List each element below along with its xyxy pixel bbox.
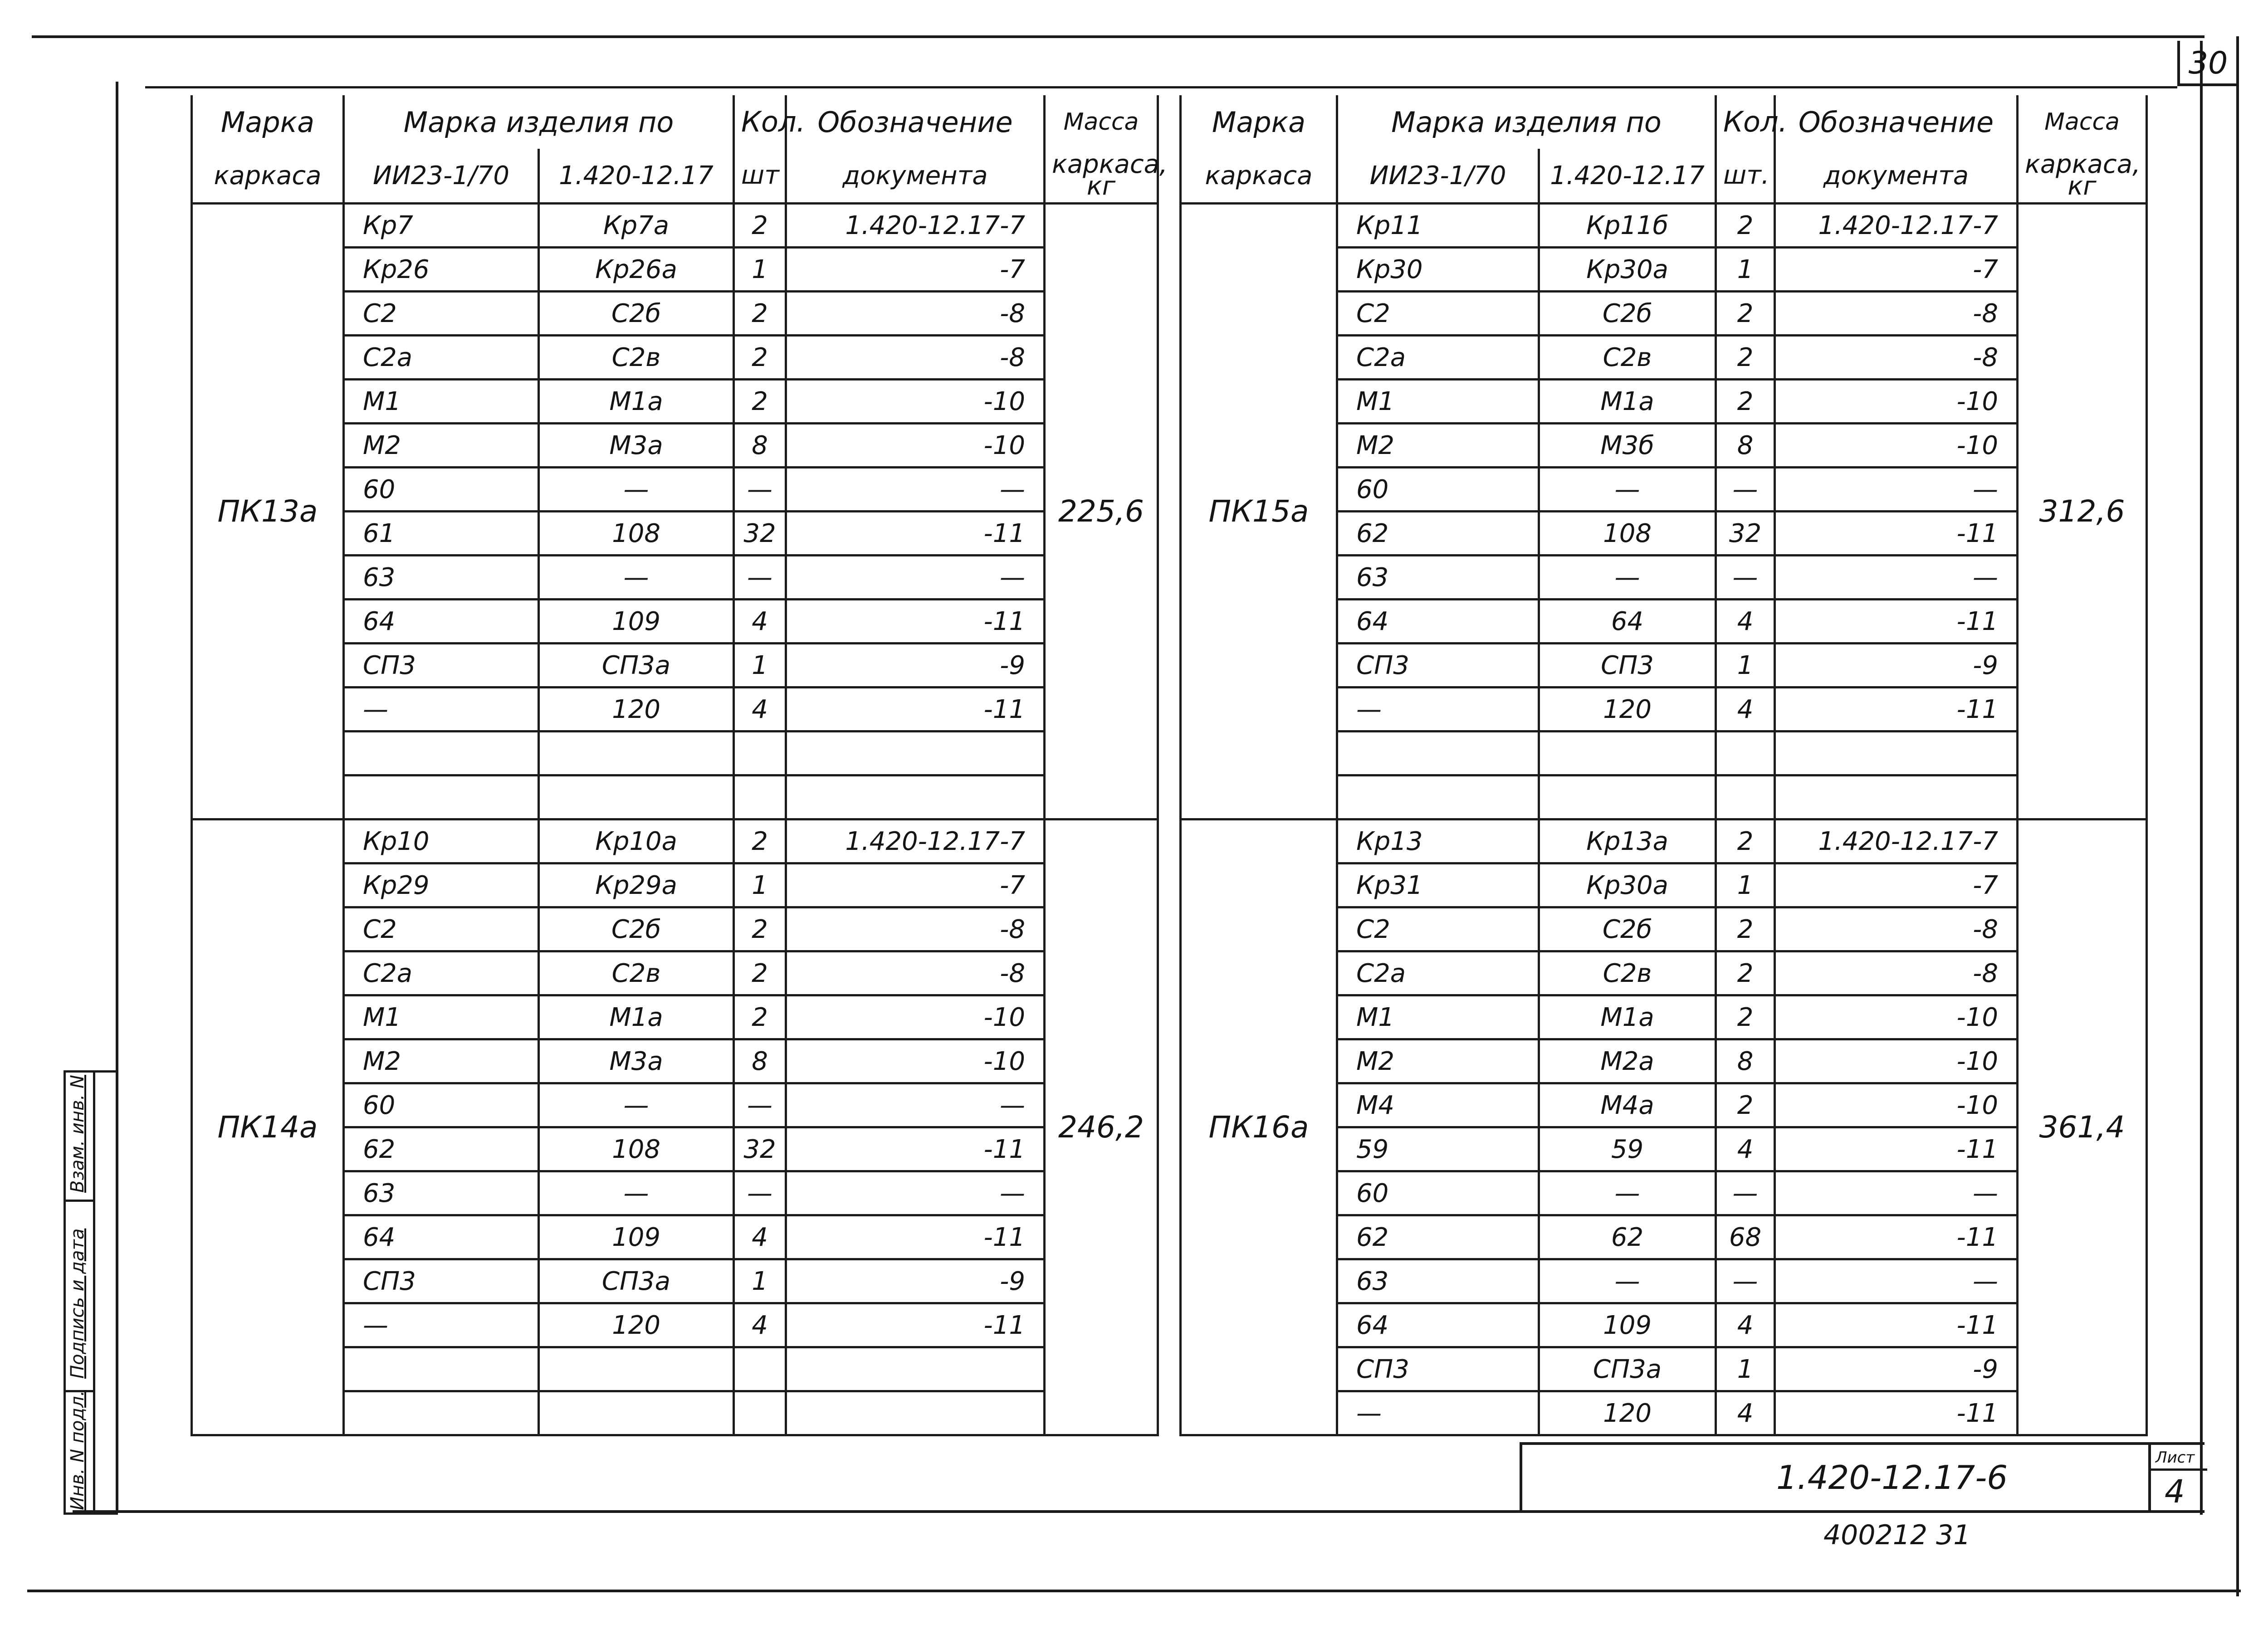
mark-1420-cell: СП3 <box>1539 644 1716 688</box>
mark-ii-cell: — <box>344 1303 539 1347</box>
mark-ii-cell: 62 <box>1337 512 1539 556</box>
qty-cell: 4 <box>734 688 786 732</box>
title-designation: 1.420-12.17-6 <box>1776 1458 2008 1497</box>
hdr-dokumenta: документа <box>786 149 1045 204</box>
mark-ii-cell: 63 <box>344 556 539 600</box>
hdr-marka-izdeliya: Марка изделия по <box>344 95 734 149</box>
mark-ii-cell: С2 <box>344 292 539 336</box>
doc-cell: -8 <box>786 292 1045 336</box>
mark-1420-cell: Кр30а <box>1539 248 1716 292</box>
group-pk14a <box>192 819 1158 1435</box>
mark-ii-cell <box>1337 776 1539 819</box>
table-row <box>1181 204 2147 248</box>
mark-1420-cell: С2б <box>539 907 734 951</box>
qty-cell: 4 <box>1716 1127 1775 1171</box>
qty-cell <box>734 1347 786 1391</box>
mark-ii-cell: СП3 <box>1337 1347 1539 1391</box>
doc-cell <box>786 732 1045 776</box>
frame-mark-cell: ПК16а <box>1181 819 1337 1435</box>
mark-1420-cell: — <box>1539 1171 1716 1215</box>
qty-cell: 4 <box>734 600 786 644</box>
mark-1420-cell: 120 <box>1539 688 1716 732</box>
mark-ii-cell: 64 <box>344 1215 539 1259</box>
qty-cell: 1 <box>734 248 786 292</box>
mark-1420-cell <box>1539 776 1716 819</box>
mark-ii-cell: М1 <box>1337 380 1539 424</box>
mark-1420-cell: СП3а <box>539 644 734 688</box>
side-label-inv: Инв. N подл. <box>67 1390 88 1510</box>
group-pk13a <box>192 204 1158 819</box>
mark-1420-cell: 109 <box>539 600 734 644</box>
mark-ii-cell: М1 <box>1337 995 1539 1039</box>
hdr-r-massa-3: кг <box>2068 171 2097 201</box>
hdr-r-dokumenta: документа <box>1775 149 2018 204</box>
qty-cell: 32 <box>734 1127 786 1171</box>
doc-cell: -9 <box>1775 644 2018 688</box>
mark-ii-cell: М2 <box>1337 424 1539 468</box>
mark-1420-cell: — <box>539 468 734 512</box>
doc-cell: -8 <box>1775 907 2018 951</box>
doc-cell: -8 <box>1775 292 2018 336</box>
mark-ii-cell: СП3 <box>1337 644 1539 688</box>
qty-cell: — <box>734 556 786 600</box>
mark-1420-cell: С2в <box>539 336 734 380</box>
doc-cell: — <box>1775 1259 2018 1303</box>
mark-ii-cell: М1 <box>344 995 539 1039</box>
mark-1420-cell <box>539 1347 734 1391</box>
mark-ii-cell: М1 <box>344 380 539 424</box>
mark-ii-cell: С2а <box>344 951 539 995</box>
mark-1420-cell: М1а <box>539 995 734 1039</box>
hdr-massa-2: каркаса, <box>1052 150 1168 179</box>
qty-cell: 1 <box>1716 1347 1775 1391</box>
mark-ii-cell: 59 <box>1337 1127 1539 1171</box>
doc-cell <box>786 776 1045 819</box>
mark-1420-cell: М3б <box>1539 424 1716 468</box>
doc-cell: -11 <box>1775 512 2018 556</box>
qty-cell: 4 <box>734 1303 786 1347</box>
mark-1420-cell <box>539 776 734 819</box>
qty-cell: 32 <box>1716 512 1775 556</box>
page-number: 30 <box>2188 45 2228 81</box>
doc-cell: -10 <box>786 1039 1045 1083</box>
qty-cell: 2 <box>734 995 786 1039</box>
mark-1420-cell: Кр13а <box>1539 819 1716 863</box>
mark-ii-cell: — <box>1337 688 1539 732</box>
mark-ii-cell: — <box>1337 1391 1539 1435</box>
doc-cell: -9 <box>786 1259 1045 1303</box>
table-row <box>192 204 1158 248</box>
hdr-sht: шт <box>734 149 786 204</box>
hdr-r-marka-izdeliya: Марка изделия по <box>1337 95 1716 149</box>
qty-cell: 2 <box>734 380 786 424</box>
doc-cell: — <box>786 1083 1045 1127</box>
mark-ii-cell <box>1337 732 1539 776</box>
mark-ii-cell: 64 <box>1337 600 1539 644</box>
mark-ii-cell: 64 <box>344 600 539 644</box>
mark-1420-cell: — <box>1539 1259 1716 1303</box>
qty-cell: 2 <box>1716 292 1775 336</box>
hdr-kol: Кол. <box>734 95 786 149</box>
mark-ii-cell: 60 <box>1337 1171 1539 1215</box>
doc-cell: -10 <box>1775 1083 2018 1127</box>
doc-cell: -11 <box>1775 1127 2018 1171</box>
mark-1420-cell: 108 <box>539 1127 734 1171</box>
hdr-massa-3: кг <box>1086 171 1116 201</box>
mark-1420-cell: СП3а <box>1539 1347 1716 1391</box>
mark-1420-cell: 59 <box>1539 1127 1716 1171</box>
doc-cell: -11 <box>1775 1303 2018 1347</box>
doc-cell: 1.420-12.17-7 <box>786 819 1045 863</box>
doc-cell: -11 <box>786 1215 1045 1259</box>
qty-cell: 1 <box>1716 248 1775 292</box>
doc-cell: -7 <box>786 248 1045 292</box>
doc-cell: — <box>786 556 1045 600</box>
frame-mark-cell: ПК13а <box>192 204 344 819</box>
qty-cell: 2 <box>734 951 786 995</box>
mark-ii-cell: 62 <box>344 1127 539 1171</box>
mark-1420-cell: — <box>539 556 734 600</box>
qty-cell: 8 <box>734 1039 786 1083</box>
frame-mark-cell: ПК14а <box>192 819 344 1435</box>
mark-ii-cell <box>344 732 539 776</box>
mark-ii-cell: С2 <box>1337 292 1539 336</box>
doc-cell: -11 <box>1775 600 2018 644</box>
doc-cell: -8 <box>1775 951 2018 995</box>
qty-cell: 1 <box>1716 863 1775 907</box>
doc-cell: -10 <box>1775 380 2018 424</box>
doc-cell: 1.420-12.17-7 <box>1775 819 2018 863</box>
mark-1420-cell: М1а <box>1539 380 1716 424</box>
mark-ii-cell: С2 <box>1337 907 1539 951</box>
qty-cell: 68 <box>1716 1215 1775 1259</box>
frame-right-line <box>2236 36 2239 1596</box>
hdr-r-sht: шт. <box>1716 149 1775 204</box>
qty-cell <box>734 1391 786 1435</box>
mark-ii-cell: С2а <box>1337 951 1539 995</box>
title-block <box>1520 1442 2204 1512</box>
mark-1420-cell: Кр7а <box>539 204 734 248</box>
mark-ii-cell: Кр10 <box>344 819 539 863</box>
qty-cell: 4 <box>1716 1303 1775 1347</box>
mark-ii-cell: 60 <box>1337 468 1539 512</box>
mark-ii-cell: Кр11 <box>1337 204 1539 248</box>
left-spec-table <box>191 95 1168 1436</box>
mark-1420-cell: Кр26а <box>539 248 734 292</box>
qty-cell: 2 <box>1716 380 1775 424</box>
inner-right-border <box>2200 41 2203 1515</box>
mark-ii-cell: Кр31 <box>1337 863 1539 907</box>
mark-1420-cell: С2в <box>1539 336 1716 380</box>
mark-ii-cell: М2 <box>344 424 539 468</box>
doc-cell <box>1775 776 2018 819</box>
doc-cell: -11 <box>786 1303 1045 1347</box>
doc-cell: 1.420-12.17-7 <box>786 204 1045 248</box>
qty-cell: 8 <box>1716 424 1775 468</box>
hdr-r-massa: Масса <box>2018 95 2147 149</box>
mark-ii-cell: Кр13 <box>1337 819 1539 863</box>
hdr-r-marka-karkasa: Марка <box>1181 95 1337 149</box>
mark-ii-cell <box>344 1391 539 1435</box>
mark-1420-cell: Кр11б <box>1539 204 1716 248</box>
qty-cell: 2 <box>734 907 786 951</box>
hdr-massa: Масса <box>1045 95 1158 149</box>
mark-ii-cell: Кр30 <box>1337 248 1539 292</box>
mark-ii-cell: М2 <box>344 1039 539 1083</box>
mark-1420-cell: С2б <box>539 292 734 336</box>
mark-1420-cell: С2в <box>1539 951 1716 995</box>
mass-cell: 361,4 <box>2018 819 2147 1435</box>
mark-1420-cell <box>1539 732 1716 776</box>
mark-1420-cell: Кр30а <box>1539 863 1716 907</box>
hdr-col-1420: 1.420-12.17 <box>539 149 734 204</box>
qty-cell: 2 <box>1716 336 1775 380</box>
doc-cell: — <box>1775 1171 2018 1215</box>
mark-ii-cell: С2 <box>344 907 539 951</box>
mark-ii-cell: 60 <box>344 468 539 512</box>
mark-1420-cell: — <box>1539 468 1716 512</box>
group-pk16a <box>1181 819 2147 1435</box>
mark-1420-cell: М3а <box>539 424 734 468</box>
mark-1420-cell: — <box>539 1083 734 1127</box>
qty-cell: 2 <box>1716 1083 1775 1127</box>
qty-cell: 4 <box>1716 600 1775 644</box>
doc-cell: -7 <box>1775 863 2018 907</box>
mark-ii-cell <box>344 776 539 819</box>
table-row <box>1181 819 2147 863</box>
side-label-sign: Подпись и дата <box>67 1228 88 1379</box>
qty-cell: 2 <box>734 204 786 248</box>
mark-ii-cell: 61 <box>344 512 539 556</box>
mark-ii-cell: С2а <box>1337 336 1539 380</box>
doc-cell: — <box>1775 468 2018 512</box>
mark-ii-cell: 60 <box>344 1083 539 1127</box>
qty-cell: 32 <box>734 512 786 556</box>
qty-cell: 2 <box>1716 995 1775 1039</box>
qty-cell: 2 <box>1716 204 1775 248</box>
mark-1420-cell: М3а <box>539 1039 734 1083</box>
qty-cell: 2 <box>734 292 786 336</box>
doc-cell: -10 <box>786 995 1045 1039</box>
doc-cell: — <box>786 1171 1045 1215</box>
doc-cell: — <box>1775 556 2018 600</box>
group-pk15a <box>1181 204 2147 819</box>
qty-cell: — <box>1716 468 1775 512</box>
mark-1420-cell <box>539 1391 734 1435</box>
mark-1420-cell: С2в <box>539 951 734 995</box>
mark-1420-cell: М1а <box>1539 995 1716 1039</box>
mark-ii-cell: Кр29 <box>344 863 539 907</box>
mark-ii-cell: Кр26 <box>344 248 539 292</box>
sheet-label: Лист <box>2156 1449 2195 1467</box>
qty-cell: — <box>734 1083 786 1127</box>
mark-1420-cell: 120 <box>539 688 734 732</box>
qty-cell <box>1716 732 1775 776</box>
qty-cell: 8 <box>734 424 786 468</box>
hdr-r-kol: Кол. <box>1716 95 1775 149</box>
mark-ii-cell: 64 <box>1337 1303 1539 1347</box>
qty-cell: 2 <box>1716 819 1775 863</box>
archive-number: 400212 31 <box>1823 1519 1971 1551</box>
mark-1420-cell: Кр29а <box>539 863 734 907</box>
qty-cell: 2 <box>734 819 786 863</box>
hdr-oboznachenie: Обозначение <box>786 95 1045 149</box>
side-stamp-h1 <box>66 1200 93 1202</box>
doc-cell: -10 <box>1775 424 2018 468</box>
qty-cell: 4 <box>734 1215 786 1259</box>
qty-cell <box>734 776 786 819</box>
doc-cell: -7 <box>786 863 1045 907</box>
mark-ii-cell: Кр7 <box>344 204 539 248</box>
doc-cell <box>1775 732 2018 776</box>
mark-1420-cell: 64 <box>1539 600 1716 644</box>
hdr-r-col-1420: 1.420-12.17 <box>1539 149 1716 204</box>
doc-cell: -11 <box>1775 1215 2018 1259</box>
mark-1420-cell: 109 <box>1539 1303 1716 1347</box>
side-stamp-divider <box>93 1073 95 1515</box>
doc-cell: -8 <box>786 951 1045 995</box>
frame-top-line <box>32 35 2204 38</box>
doc-cell: -11 <box>1775 1391 2018 1435</box>
qty-cell: 4 <box>1716 1391 1775 1435</box>
mass-cell: 246,2 <box>1045 819 1158 1435</box>
hdr-karkasa-kg <box>1045 149 1168 204</box>
mark-1420-cell: М4а <box>1539 1083 1716 1127</box>
mark-ii-cell <box>344 1347 539 1391</box>
hdr-karkasa: каркаса <box>192 149 344 204</box>
mass-cell: 225,6 <box>1045 204 1158 819</box>
qty-cell: 1 <box>734 1259 786 1303</box>
hdr-r-karkasa: каркаса <box>1181 149 1337 204</box>
doc-cell: -8 <box>786 907 1045 951</box>
frame-mark-cell: ПК15а <box>1181 204 1337 819</box>
right-spec-table <box>1179 95 2148 1436</box>
page-number-box <box>2177 41 2236 86</box>
mark-ii-cell: М2 <box>1337 1039 1539 1083</box>
sheet-number: 4 <box>2165 1473 2185 1510</box>
mass-cell: 312,6 <box>2018 204 2147 819</box>
doc-cell: -7 <box>1775 248 2018 292</box>
qty-cell: 2 <box>734 336 786 380</box>
mark-1420-cell: 108 <box>539 512 734 556</box>
qty-cell: — <box>1716 556 1775 600</box>
inner-top-border <box>145 86 2177 88</box>
qty-cell: — <box>1716 1259 1775 1303</box>
doc-cell: -10 <box>786 380 1045 424</box>
mark-ii-cell: 63 <box>1337 1259 1539 1303</box>
mark-1420-cell: СП3а <box>539 1259 734 1303</box>
mark-ii-cell: СП3 <box>344 644 539 688</box>
mark-ii-cell: СП3 <box>344 1259 539 1303</box>
qty-cell: 1 <box>1716 644 1775 688</box>
doc-cell: -10 <box>1775 995 2018 1039</box>
qty-cell: 2 <box>1716 951 1775 995</box>
mark-1420-cell: Кр10а <box>539 819 734 863</box>
doc-cell <box>786 1347 1045 1391</box>
hdr-marka-karkasa: Марка <box>192 95 344 149</box>
frame-bottom-line <box>27 1590 2241 1592</box>
mark-ii-cell: — <box>344 688 539 732</box>
sheet-box <box>2148 1445 2207 1513</box>
qty-cell <box>734 732 786 776</box>
doc-cell: — <box>786 468 1045 512</box>
hdr-col-ii: ИИ23-1/70 <box>344 149 539 204</box>
mark-1420-cell: 62 <box>1539 1215 1716 1259</box>
mark-1420-cell: 108 <box>1539 512 1716 556</box>
mark-1420-cell: С2б <box>1539 292 1716 336</box>
doc-cell: -11 <box>786 688 1045 732</box>
doc-cell: -9 <box>786 644 1045 688</box>
doc-cell: -10 <box>1775 1039 2018 1083</box>
mark-ii-cell: 63 <box>344 1171 539 1215</box>
qty-cell: 2 <box>1716 907 1775 951</box>
qty-cell: 4 <box>1716 688 1775 732</box>
mark-1420-cell: 109 <box>539 1215 734 1259</box>
qty-cell <box>1716 776 1775 819</box>
mark-1420-cell: М2а <box>1539 1039 1716 1083</box>
doc-cell: -11 <box>786 600 1045 644</box>
doc-cell: -11 <box>786 512 1045 556</box>
qty-cell: — <box>1716 1171 1775 1215</box>
hdr-r-massa-2: каркаса, <box>2025 150 2141 179</box>
hdr-r-karkasa-kg <box>2018 149 2147 204</box>
mark-ii-cell: С2а <box>344 336 539 380</box>
mark-ii-cell: 63 <box>1337 556 1539 600</box>
doc-cell: -8 <box>786 336 1045 380</box>
qty-cell: 1 <box>734 863 786 907</box>
doc-cell: 1.420-12.17-7 <box>1775 204 2018 248</box>
doc-cell: -9 <box>1775 1347 2018 1391</box>
mark-1420-cell <box>539 732 734 776</box>
mark-1420-cell: — <box>539 1171 734 1215</box>
mark-1420-cell: 120 <box>539 1303 734 1347</box>
table-row <box>192 819 1158 863</box>
qty-cell: 1 <box>734 644 786 688</box>
doc-cell: -10 <box>786 424 1045 468</box>
side-label-vzam: Взам. инв. N <box>67 1075 88 1193</box>
sheet-divider <box>2151 1468 2207 1471</box>
mark-ii-cell: 62 <box>1337 1215 1539 1259</box>
qty-cell: 8 <box>1716 1039 1775 1083</box>
mark-1420-cell: 120 <box>1539 1391 1716 1435</box>
mark-1420-cell: — <box>1539 556 1716 600</box>
qty-cell: — <box>734 468 786 512</box>
doc-cell <box>786 1391 1045 1435</box>
doc-cell: -11 <box>1775 688 2018 732</box>
hdr-r-oboznachenie: Обозначение <box>1775 95 2018 149</box>
doc-cell: -8 <box>1775 336 2018 380</box>
mark-1420-cell: С2б <box>1539 907 1716 951</box>
mark-1420-cell: М1а <box>539 380 734 424</box>
doc-cell: -11 <box>786 1127 1045 1171</box>
mark-ii-cell: М4 <box>1337 1083 1539 1127</box>
qty-cell: — <box>734 1171 786 1215</box>
hdr-r-col-ii: ИИ23-1/70 <box>1337 149 1539 204</box>
